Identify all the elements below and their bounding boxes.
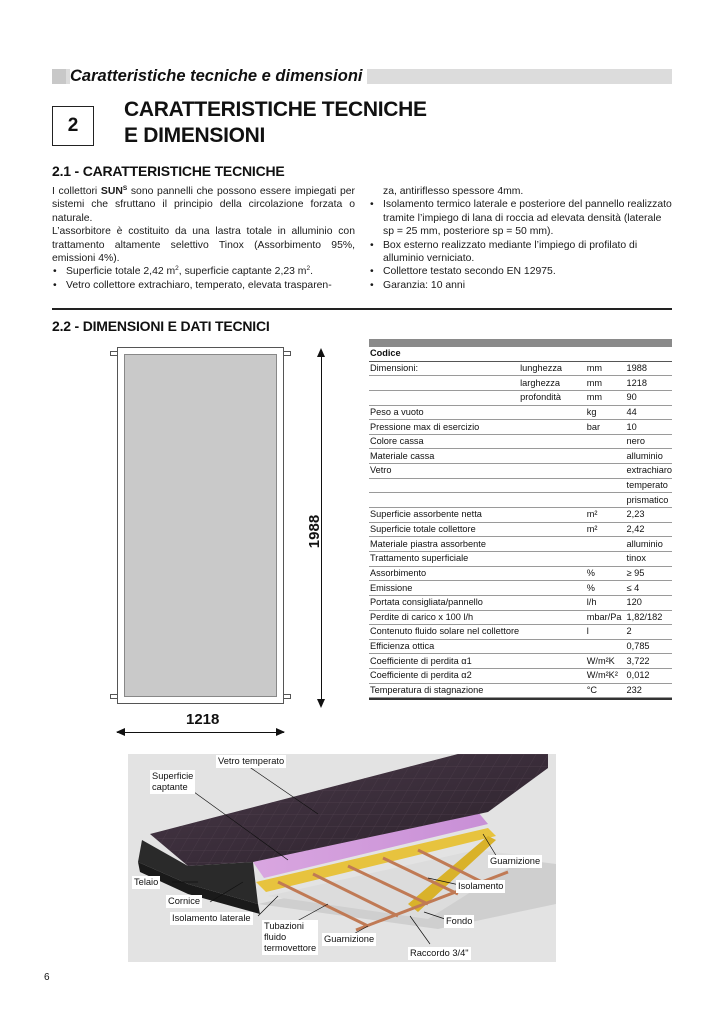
table-cell [586,464,626,479]
table-row [369,566,672,581]
label-cornice: Cornice [168,896,201,906]
table-cell: Trattamento superficiale [369,551,519,566]
collector-cutaway-illustration [128,754,556,962]
table-cell: 0,785 [626,639,672,654]
table-cell: ≥ 95 [626,566,672,581]
table-cell [519,449,586,464]
label-guarnizione-top: Guarnizione [490,856,541,866]
table-row [369,449,672,464]
table-cell: m² [586,522,626,537]
table-cell: Pressione max di esercizio [369,420,519,435]
label-line: captante [152,782,188,792]
table-cell: Materiale cassa [369,449,519,464]
table-cell [519,625,586,640]
table-row [369,639,672,654]
list-item: • Vetro collettore extrachiaro, temperato, elevata trasparen- [52,279,355,292]
label-raccordo: Raccordo 3/4" [410,948,469,958]
table-cell [519,683,586,698]
table-cell: mm [586,361,626,376]
table-cell: Emissione [369,581,519,596]
table-cell: 0,012 [626,669,672,684]
table-row [369,493,672,508]
table-cell: W/m²K² [586,669,626,684]
label-line: termovettore [264,943,317,953]
list-item: • Box esterno realizzato mediante l’impiego di profilato di alluminio verniciato. [369,239,672,266]
chapter-title-line1: CARATTERISTICHE TECNICHE [124,98,427,121]
intro-text-pre: I collettori [52,186,101,197]
text-column-right [369,185,672,292]
label-vetro-temperato: Vetro temperato [218,756,285,766]
section-divider [52,308,672,310]
table-cell: Superficie totale collettore [369,522,519,537]
table-cell [519,551,586,566]
table-cell: Superficie assorbente netta [369,508,519,523]
label-line: Superficie [152,771,194,781]
table-cell: 2,23 [626,508,672,523]
table-cell: 10 [626,420,672,435]
table-header-row [369,347,672,361]
paragraph-absorber: L’assorbitore è costituito da una lastra totale in alluminio con trattamento altamente selettivo Tinox (Assorbimento 95%, emissioni 4%). [52,226,355,265]
chapter-number: 2 [52,106,94,146]
table-row [369,581,672,596]
brand-superscript: S [122,185,128,192]
list-text: , superficie captante 2,23 m [178,266,307,278]
label-telaio: Telaio [134,877,159,887]
table-row [369,508,672,523]
table-cell: 1988 [626,361,672,376]
table-cell: temperato [626,478,672,493]
table-cell [519,478,586,493]
table-row [369,683,672,698]
list-item [52,265,355,278]
table-header-cell: Codice [369,347,672,361]
paragraph-intro [52,185,355,225]
table-cell [519,581,586,596]
table-cell: 2 [626,625,672,640]
table-cell [519,610,586,625]
table-row [369,669,672,684]
table-cell [519,566,586,581]
table-cell [519,522,586,537]
table-cell: Coefficiente di perdita α1 [369,654,519,669]
arrow-left-icon [116,728,125,736]
spec-table-grid [369,347,672,698]
table-cell [519,420,586,435]
chapter-title-line2: E DIMENSIONI [124,124,266,147]
table-cell: Vetro [369,464,519,479]
table-cell: °C [586,683,626,698]
table-row [369,610,672,625]
table-row [369,537,672,552]
table-row [369,625,672,640]
section-heading-2-2: 2.2 - DIMENSIONI E DATI TECNICI [52,318,270,334]
table-bottom-rule [369,698,672,700]
table-cell: 232 [626,683,672,698]
intro-text-post: sono pannelli che possono essere impiegati per sistemi che sfruttano il principio della circolazione forzata o naturale. [52,186,355,224]
label-guarnizione-bottom: Guarnizione [324,934,375,944]
width-dimension-line [117,732,284,733]
table-row [369,595,672,610]
label-superficie-captante [150,770,195,794]
list-text: Superficie totale 2,42 m [66,266,176,278]
table-cell [369,493,519,508]
table-cell [586,478,626,493]
table-row [369,551,672,566]
superscript: 2 [306,265,311,273]
table-cell: nero [626,434,672,449]
label-tubazioni [262,920,318,955]
list-item: • Collettore testato secondo EN 12975. [369,265,672,278]
table-cell [586,434,626,449]
table-cell [519,639,586,654]
table-cell [519,595,586,610]
table-cell [519,654,586,669]
table-cell: % [586,581,626,596]
list-continuation: za, antiriflesso spessore 4mm. [383,186,524,197]
table-row [369,478,672,493]
table-cell: lunghezza [519,361,586,376]
table-cell [586,551,626,566]
page-header-title: Caratteristiche tecniche e dimensioni [70,66,367,86]
chapter-title [124,97,427,149]
table-cell: Colore cassa [369,434,519,449]
table-cell: profondità [519,390,586,405]
table-cell: larghezza [519,376,586,391]
table-cell: mm [586,390,626,405]
table-cell [519,508,586,523]
table-cell [369,390,519,405]
table-row [369,376,672,391]
spec-table [369,339,672,700]
height-dimension-label: 1988 [306,514,324,549]
mounting-tab [110,351,118,356]
table-cell [586,537,626,552]
table-cell [519,537,586,552]
table-cell: prismatico [626,493,672,508]
table-cell: 1218 [626,376,672,391]
table-cell: mm [586,376,626,391]
arrow-right-icon [276,728,285,736]
mounting-tab [110,694,118,699]
table-cell: Peso a vuoto [369,405,519,420]
feature-list-left [52,265,355,292]
arrow-up-icon [317,348,325,357]
page-number: 6 [44,972,50,983]
table-row [369,434,672,449]
table-cell: Assorbimento [369,566,519,581]
table-cell: 1,82/182 [626,610,672,625]
table-cell [519,464,586,479]
table-cell: extrachiaro [626,464,672,479]
label-isolamento: Isolamento [458,881,504,891]
list-item: • Isolamento termico laterale e posteriore del pannello realizzato tramite l’impiego di lana di roccia ad elevata densità (laterale sp = 25 mm, posteriore sp = 50 mm). [369,198,672,238]
list-text: . [310,266,313,278]
table-cell: Efficienza ottica [369,639,519,654]
table-cell: l/h [586,595,626,610]
table-row [369,405,672,420]
brand-text: SUN [100,186,123,197]
table-cell: 44 [626,405,672,420]
table-cell: l [586,625,626,640]
width-dimension-label: 1218 [186,711,220,728]
superscript: 2 [175,265,179,273]
table-cell: 90 [626,390,672,405]
table-cell [519,434,586,449]
table-cell: 2,42 [626,522,672,537]
label-line: Tubazioni [264,921,304,931]
label-isolamento-laterale: Isolamento laterale [172,913,251,923]
mounting-tab [283,694,291,699]
table-top-bar [369,339,672,347]
table-cell [519,669,586,684]
table-cell [586,639,626,654]
table-cell: m² [586,508,626,523]
label-fondo: Fondo [446,916,473,926]
table-row [369,654,672,669]
table-row [369,464,672,479]
brand-name [101,186,127,197]
table-cell: Temperatura di stagnazione [369,683,519,698]
text-column-left [52,185,355,292]
table-cell: Coefficiente di perdita α2 [369,669,519,684]
list-item: • Garanzia: 10 anni [369,279,672,292]
table-cell [519,493,586,508]
table-cell: kg [586,405,626,420]
table-cell: Contenuto fluido solare nel collettore [369,625,519,640]
label-line: fluido [264,932,287,942]
table-cell: ≤ 4 [626,581,672,596]
table-cell: mbar/Pa [586,610,626,625]
table-cell: Portata consigliata/pannello [369,595,519,610]
collector-drawing-glass [124,354,277,697]
section-heading-2-1: 2.1 - CARATTERISTICHE TECNICHE [52,163,285,179]
table-cell [586,449,626,464]
mounting-tab [283,351,291,356]
table-cell: Dimensioni: [369,361,519,376]
table-cell: W/m²K [586,654,626,669]
table-cell: 3,722 [626,654,672,669]
table-row [369,420,672,435]
table-cell: Perdite di carico x 100 l/h [369,610,519,625]
table-cell: alluminio [626,449,672,464]
table-cell: % [586,566,626,581]
arrow-down-icon [317,699,325,708]
table-row [369,361,672,376]
table-cell: bar [586,420,626,435]
table-cell: alluminio [626,537,672,552]
table-cell: Materiale piastra assorbente [369,537,519,552]
table-cell [586,493,626,508]
table-cell [369,478,519,493]
table-cell: 120 [626,595,672,610]
table-cell [369,376,519,391]
feature-list-right [369,198,672,292]
table-cell [519,405,586,420]
table-row [369,390,672,405]
table-row [369,522,672,537]
table-cell: tinox [626,551,672,566]
